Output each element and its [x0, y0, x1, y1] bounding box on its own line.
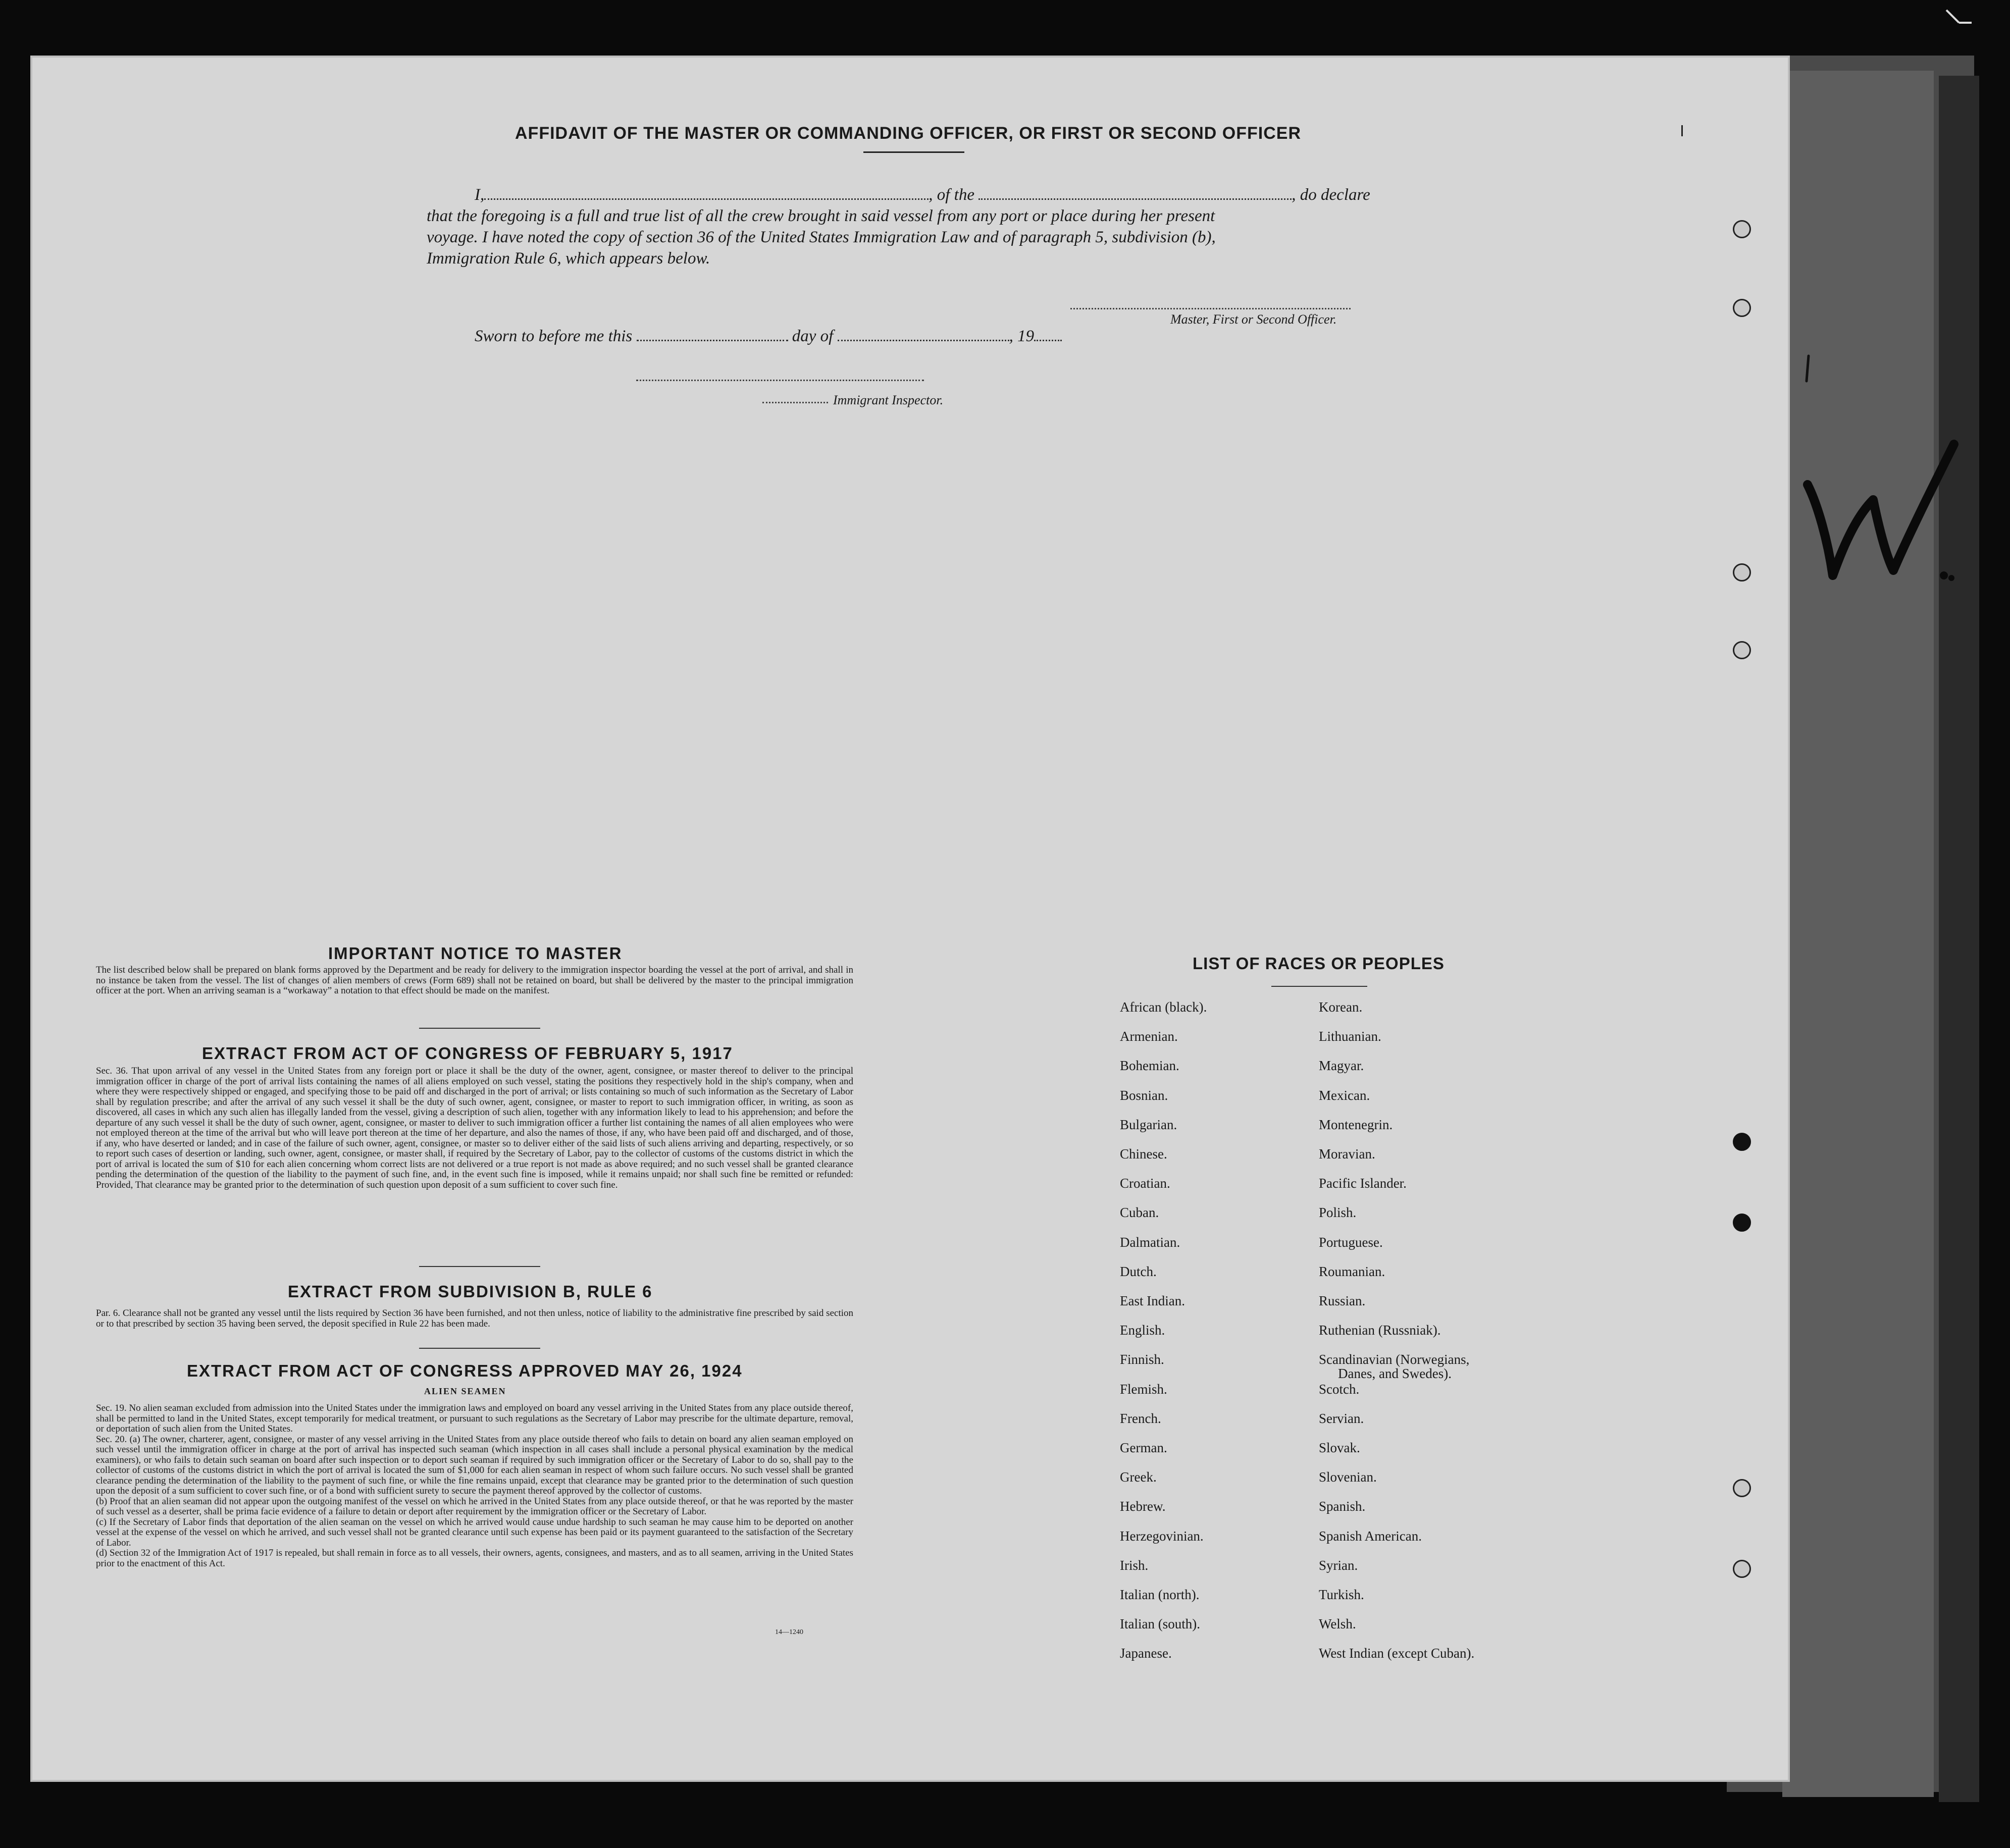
affidavit-i: I, — [475, 186, 485, 204]
notice-heading: IMPORTANT NOTICE TO MASTER — [328, 944, 623, 963]
race-left-item: Chinese. — [1120, 1146, 1167, 1161]
extract-1917-heading: EXTRACT FROM ACT OF CONGRESS OF FEBRUARY 5, 1917 — [202, 1044, 733, 1063]
race-left-item: Hebrew. — [1120, 1499, 1166, 1514]
sworn-line — [475, 327, 1062, 346]
extract-1924-body — [96, 1403, 853, 1569]
sec20a-text: Sec. 20. (a) The owner, charterer, agent, consignee, or master of any vessel arriving in the United States from any place outside thereof who fails to detain on board any alien seaman employed on such vessel until the immigration officer in charge at the port of arrival has inspected such seaman (which inspection in all cases shall include a personal physical examination by the medical examiners), or who fails to detain such seaman on board after such inspection or to deport such seaman if required by such immigration officer or the Secretary of Labor to do so, shall pay to the collector of customs of the customs district in which the port of arrival is located the sum of $1,000 for each alien seaman in respect of whom such failure occurs. No such vessel shall be granted clearance pending the determination of the liability to the payment of such fine, or while the fine remains unpaid, except that clearance may be granted prior to the determination of such question upon the deposit of a sum sufficient to cover such fine, or of a bond with sufficient surety to secure the payment thereof approved by the collector of customs. — [96, 1434, 853, 1496]
affidavit-title-rule — [863, 151, 964, 153]
race-left-item: Italian (south). — [1120, 1616, 1200, 1631]
inspector-dots — [762, 402, 828, 403]
underlying-page-edge — [1782, 71, 1934, 1797]
race-left-item: Cuban. — [1120, 1205, 1159, 1220]
affidavit-line-4: Immigration Rule 6, which appears below. — [427, 249, 710, 268]
race-left-item: Dalmatian. — [1120, 1235, 1180, 1250]
race-right-item: Pacific Islander. — [1319, 1176, 1407, 1191]
punch-hole-filled — [1733, 1213, 1751, 1232]
sec19-text: Sec. 19. No alien seaman excluded from admission into the United States under the immigration laws and employed on board any vessel arriving in the United States from any place outside thereof, shall be permitted to land in the United States, except temporarily for medical treatment, or pursuant to such regulations as the Secretary of Labor may prescribe for the ultimate departure, removal, or deportation of such alien from the United States. — [96, 1403, 853, 1434]
punch-hole — [1733, 220, 1751, 238]
margin-tick — [1681, 125, 1683, 136]
race-right-item: Polish. — [1319, 1205, 1357, 1220]
master-signature-label: Master, First or Second Officer. — [1170, 312, 1337, 327]
race-left-item: Greek. — [1120, 1469, 1157, 1485]
race-right-item: Welsh. — [1319, 1616, 1356, 1631]
sworn-month-blank[interactable] — [838, 339, 1009, 341]
sworn-prefix: Sworn to before me this — [475, 327, 633, 345]
race-right-item: Montenegrin. — [1319, 1117, 1393, 1132]
punch-hole — [1733, 641, 1751, 659]
sec20d-text: (d) Section 32 of the Immigration Act of 1917 is repealed, but shall remain in force as to all vessels, their owners, agents, consignees, and masters, and as to all seamen, arriving in the United States prior to the enactment of this Act. — [96, 1548, 853, 1569]
sworn-year: , 19 — [1009, 327, 1035, 345]
binder-edge — [1939, 76, 1979, 1802]
sec20b-text: (b) Proof that an alien seaman did not appear upon the outgoing manifest of the vessel on which he arrived in the United States from any place outside thereof, or that he was reported by the master of such vessel as a deserter, shall be prima facie evidence of a failure to detain or deport after requirement by the immigration officer or the Secretary of Labor. — [96, 1496, 853, 1517]
handwritten-w-mark — [1797, 424, 1964, 596]
race-right-item: Moravian. — [1319, 1146, 1375, 1161]
race-left-item: Finnish. — [1120, 1352, 1164, 1367]
master-signature-line[interactable] — [1070, 308, 1351, 309]
race-left-item: Flemish. — [1120, 1382, 1167, 1397]
alien-seamen-subheading: ALIEN SEAMEN — [424, 1386, 506, 1396]
punch-hole — [1733, 1560, 1751, 1578]
inspector-signature-line[interactable] — [636, 380, 924, 381]
race-right-item: Lithuanian. — [1319, 1029, 1381, 1044]
rule-2 — [419, 1266, 540, 1267]
rule-1 — [419, 1028, 540, 1029]
affidavit-of-the: , of the — [929, 186, 974, 204]
race-left-item: German. — [1120, 1440, 1167, 1455]
handwritten-tick — [1802, 353, 1813, 384]
race-right-item: Roumanian. — [1319, 1264, 1385, 1279]
race-left-item: Irish. — [1120, 1558, 1149, 1573]
race-left-item: Bulgarian. — [1120, 1117, 1177, 1132]
race-right-item: Portuguese. — [1319, 1235, 1383, 1250]
race-right-item: Scandinavian (Norwegians, — [1319, 1352, 1470, 1367]
race-right-item: Syrian. — [1319, 1558, 1358, 1573]
sworn-day-blank[interactable] — [637, 339, 788, 341]
affidavit-line-1 — [475, 186, 1370, 204]
races-title: LIST OF RACES OR PEOPLES — [1193, 954, 1445, 973]
race-left-item: Bohemian. — [1120, 1058, 1179, 1073]
race-right-item: West Indian (except Cuban). — [1319, 1646, 1475, 1661]
race-right-item: Ruthenian (Russniak). — [1319, 1323, 1441, 1338]
race-right-item: Spanish. — [1319, 1499, 1366, 1514]
race-right-item: Mexican. — [1319, 1088, 1370, 1103]
race-left-item: Bosnian. — [1120, 1088, 1168, 1103]
punch-hole — [1733, 299, 1751, 317]
races-title-rule — [1271, 986, 1367, 987]
race-left-item: English. — [1120, 1323, 1165, 1338]
extract-1924-heading: EXTRACT FROM ACT OF CONGRESS APPROVED MAY 26, 1924 — [187, 1361, 743, 1380]
extract-rule6-heading: EXTRACT FROM SUBDIVISION B, RULE 6 — [288, 1282, 653, 1301]
form-number: 14—1240 — [775, 1628, 803, 1636]
vessel-blank[interactable] — [978, 197, 1292, 200]
punch-hole — [1733, 1479, 1751, 1497]
extract-1917-body: Sec. 36. That upon arrival of any vessel in the United States from any foreign port or place it shall be the duty of the owner, agent, consignee, or master thereof to deliver to the principal immigration officer in charge of the port of arrival lists containing the names of all aliens employed on such vessel, stating the positions they respectively hold in the ship's company, when and where they were respectively shipped or engaged, and specifying those to be paid off and discharged in the port of arrival; or lists containing so much of such information as the Secretary of Labor shall by regulation prescribe; and after the arrival of any such vessel it shall be the duty of such owner, agent, consignee, or master to report to such immigration officer, in writing, as soon as discovered, all cases in which any such alien has illegally landed from the vessel, giving a description of such alien, together with any information likely to lead to his apprehension; and before the departure of any such vessel it shall be the duty of such owner, agent, consignee, or master to deliver to such immigration officer a further list containing the names of all alien employees who were not employed thereon at the time of the arrival but who will leave port thereon at the time of her departure, and also the names of those, if any, who have been paid off and discharged, and of those, if any, who have deserted or landed; and in case of the failure of such owner, agent, consignee, or master so to deliver either of the said lists of such aliens arriving and departing, respectively, or so to report such cases of desertion or landing, such owner, agent, consignee, or master shall, if required by the Secretary of Labor, pay to the collector of customs of the customs district in which the port of arrival is located the sum of $10 for each alien concerning whom correct lists are not delivered or a true report is not made as above required; and no such vessel shall be granted clearance pending the determination of the question of the liability to the payment of such fine, and, in the event such fine is imposed, while it remains unpaid; nor shall such fine be remitted or refunded: Provided, That clearance may be granted prior to the determination of such question upon deposit of a sum sufficient to cover such fine. — [96, 1066, 853, 1190]
race-right-item: Scotch. — [1319, 1382, 1360, 1397]
sworn-year-blank[interactable] — [1034, 339, 1062, 341]
race-left-item: Italian (north). — [1120, 1587, 1200, 1602]
race-right-item: Slovak. — [1319, 1440, 1360, 1455]
race-left-item: Japanese. — [1120, 1646, 1172, 1661]
race-left-item: Croatian. — [1120, 1176, 1170, 1191]
race-right-item: Spanish American. — [1319, 1528, 1422, 1544]
sworn-day-of: day of — [792, 327, 834, 345]
race-right-item: Servian. — [1319, 1411, 1364, 1426]
affidavit-declare: , do declare — [1292, 186, 1370, 204]
race-left-item: Herzegovinian. — [1120, 1528, 1204, 1544]
race-left-item: Armenian. — [1120, 1029, 1178, 1044]
race-right-item: Slovenian. — [1319, 1469, 1377, 1485]
affidavit-title: AFFIDAVIT OF THE MASTER OR COMMANDING OFFICER, OR FIRST OR SECOND OFFICER — [515, 124, 1301, 143]
race-left-item: East Indian. — [1120, 1293, 1185, 1308]
affidavit-line-2: that the foregoing is a full and true list of all the crew brought in said vessel from any port or place during her present — [427, 207, 1215, 225]
punch-hole-filled — [1733, 1133, 1751, 1151]
affidavit-line-3: voyage. I have noted the copy of section 36 of the United States Immigration Law and of paragraph 5, subdivision (b), — [427, 228, 1216, 246]
notice-body: The list described below shall be prepared on blank forms approved by the Department and be ready for delivery to the immigration inspector boarding the vessel at the port of arrival, and shall in no instance be taken from the vessel. The list of changes of alien members of crews (Form 689) shall not be retained on board, but shall be delivered by the master to the principal immigration officer at the port. When an arriving seaman is a “workaway” a notation to that effect should be made on the manifest. — [96, 965, 853, 996]
inspector-label: Immigrant Inspector. — [833, 393, 944, 407]
race-left-item: African (black). — [1120, 999, 1207, 1015]
race-right-item: Russian. — [1319, 1293, 1366, 1308]
race-left-item: Dutch. — [1120, 1264, 1157, 1279]
race-left-item: French. — [1120, 1411, 1161, 1426]
crop-corner-mark — [1944, 8, 1974, 28]
race-right-item: Korean. — [1319, 999, 1363, 1015]
race-right-item: Magyar. — [1319, 1058, 1364, 1073]
rule-3 — [419, 1348, 540, 1349]
punch-hole — [1733, 563, 1751, 582]
race-scandinavian-continued: Danes, and Swedes). — [1338, 1366, 1452, 1381]
sec20c-text: (c) If the Secretary of Labor finds that deportation of the alien seaman on the vessel on which he arrived would cause undue hardship to such seaman he may cause him to be deported on another vessel at the expense of the vessel on which he arrived, and such vessel shall not be granted clearance until such expense has been paid or its payment guaranteed to the satisfaction of the Secretary of Labor. — [96, 1516, 853, 1548]
race-right-item: Turkish. — [1319, 1587, 1364, 1602]
name-blank[interactable] — [484, 197, 929, 200]
extract-rule6-body: Par. 6. Clearance shall not be granted any vessel until the lists required by Section 36 have been furnished, and not then unless, notice of liability to the administrative fine prescribed by said section or to that prescribed by section 35 having been served, the deposit specified in Rule 22 has been made. — [96, 1308, 853, 1329]
